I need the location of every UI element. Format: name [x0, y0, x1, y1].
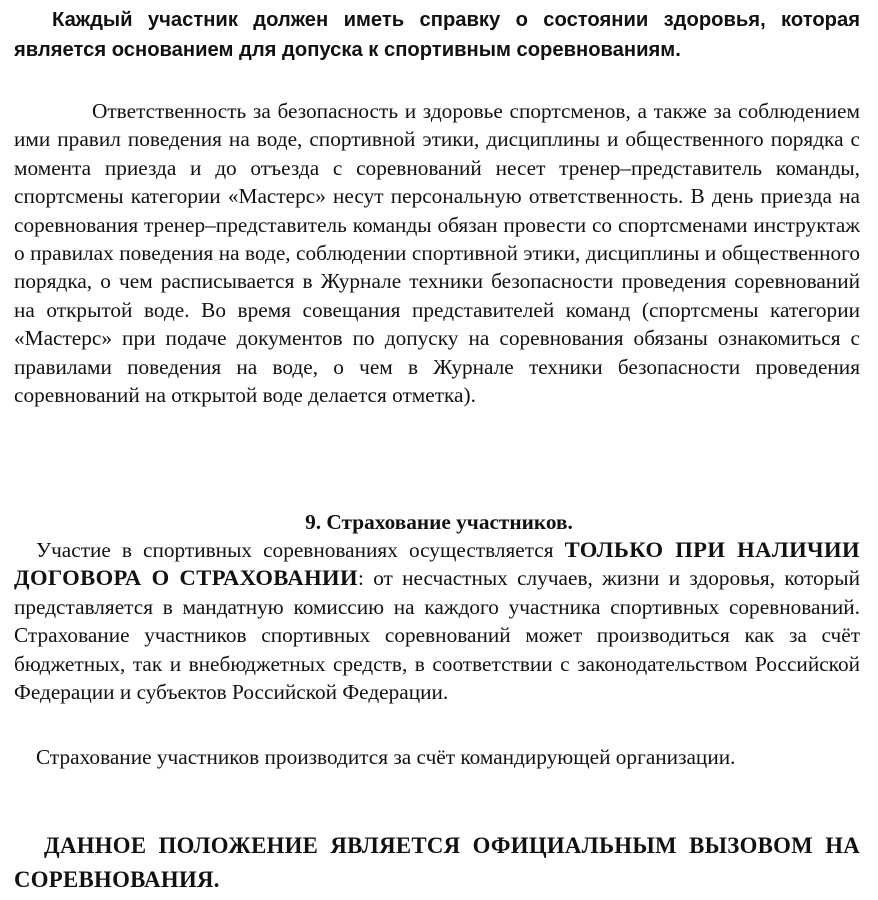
- insurance-details-text: : от несчастных случаев, жизни и здоровья, который представляется в мандатную комиссию на каждого участника спортивных соревнований. Страхование участников спортивных соревнований может производиться как за счёт бюджетных, так и внебюджетных средств, в соответствии с законодательством Российской Федерации и субъектов Российской Федерации.: [14, 566, 860, 705]
- section-title-insurance: 9. Страхование участников.: [305, 510, 573, 534]
- insurance-funding-paragraph: Страхование участников производится за счёт командирующей организации.: [36, 745, 736, 769]
- responsibility-paragraph: Ответственность за безопасность и здоровье спортсменов, а также за соблюдением ими правил поведения на воде, спортивной этики, дисциплины и общественного порядка с момента приезда и до отъезда с соревнований несет тренер–представитель команды, спортсмены категории «Мастерс» несут персональную ответственность. В день приезда на соревнования тренер–представитель команды обязан провести со спортсменами инструктаж о правилах поведения на воде, соблюдении спортивной этики, дисциплины и общественного порядка, о чем расписывается в Журнале техники безопасности проведения соревнований на открытой воде. Во время совещания представителей команд (спортсмены категории «Мастерс» при подаче документов по допуску на соревнования обязаны ознакомиться с правилами поведения на воде, о чем в Журнале техники безопасности проведения соревнований на открытой воде делается отметка).: [14, 99, 860, 408]
- insurance-requirement-emphasis: ТОЛЬКО ПРИ НАЛИЧИИ ДОГОВОРА О СТРАХОВАНИИ: [14, 537, 860, 591]
- official-invitation-statement: ДАННОЕ ПОЛОЖЕНИЕ ЯВЛЯЕТСЯ ОФИЦИАЛЬНЫМ ВЫЗОВОМ НА СОРЕВНОВАНИЯ.: [14, 833, 860, 892]
- insurance-paragraph: [14, 536, 860, 706]
- health-certificate-notice: Каждый участник должен иметь справку о состоянии здоровья, которая является основанием для допуска к спортивным соревнованиям.: [14, 9, 860, 61]
- insurance-lead-text: Участие в спортивных соревнованиях осуществляется: [36, 538, 565, 562]
